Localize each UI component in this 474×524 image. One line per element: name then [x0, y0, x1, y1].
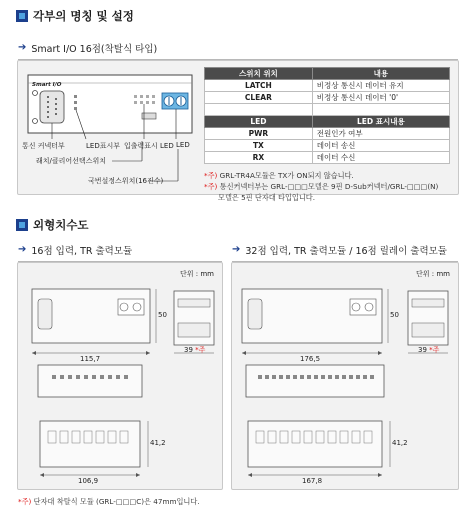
table-row: LATCH 비정상 통신시 데이터 유지	[205, 80, 450, 92]
label-latch-switch: 래치/클리어선택스위치	[36, 157, 106, 165]
dsub-connector-icon	[40, 91, 64, 123]
label-led: LED표시부	[86, 142, 120, 150]
subsection-title-16pt: ➔ Smart I/O 16점(착탈식 타입)	[18, 41, 458, 60]
right-dimension-drawing	[232, 263, 460, 491]
left-bottom-height-dim: 41,2	[150, 439, 166, 447]
left-dimension-drawing	[18, 263, 224, 491]
table-row: RX 데이터 수신	[205, 152, 450, 164]
note-2-cont: 모델은 5핀 단자대 타입입니다.	[218, 193, 316, 202]
right-bottom-height-dim: 41,2	[392, 439, 408, 447]
label-station-switch: 국번설정스위치(16진수)	[88, 177, 164, 185]
right-dimension-panel	[231, 262, 459, 490]
left-dimension-panel	[17, 262, 223, 490]
subsection-title-left: ➔ 16점 입력, TR 출력모듈	[18, 243, 222, 262]
led-table-header-led: LED	[205, 116, 313, 128]
arrow-right-icon: ➔	[18, 42, 27, 53]
arrow-right-icon: ➔	[232, 244, 241, 255]
right-height-dim: 50	[390, 311, 399, 319]
section-title-dimensions: 외형치수도	[16, 217, 89, 233]
switch-table	[204, 67, 450, 164]
label-comm-connector: 통신 커넥터부	[22, 142, 65, 150]
notes	[204, 170, 450, 203]
module-brand-label: Smart I/O	[32, 82, 62, 88]
table-row: CLEAR 비정상 통신시 데이터 '0'	[205, 92, 450, 104]
switch-table-header-position: 스위치 위치	[205, 68, 313, 80]
section-marker-icon	[16, 219, 28, 231]
note-1: *주) GRL-TR4A모듈은 TX가 ON되지 않습니다.	[204, 171, 354, 180]
note-2: *주) 통신커넥터부는 GRL-□□□모델은 9핀 D-Sub커넥터/GRL-□□□(N)	[204, 182, 439, 191]
arrow-right-icon: ➔	[18, 244, 27, 255]
left-height-dim: 50	[158, 311, 167, 319]
spec-tables	[204, 67, 450, 203]
table-row: TX 데이터 송신	[205, 140, 450, 152]
section-title-parts: 각부의 명칭 및 설정	[16, 8, 134, 24]
left-width-top-dim: 115,7	[80, 355, 101, 363]
footnote: *주) 단자대 착탈식 모듈 (GRL-□□□C)은 47mm입니다.	[18, 497, 200, 506]
parts-panel	[17, 60, 459, 202]
label-io-led: 입출력표시 LED	[124, 142, 174, 150]
switch-table-header-content: 내용	[312, 68, 449, 80]
left-width-bottom-dim: 106,9	[78, 477, 99, 485]
unit-label: 단위 : mm	[180, 270, 214, 278]
table-row: PWR 전원인가 여부	[205, 128, 450, 140]
right-width-bottom-dim: 167,8	[302, 477, 323, 485]
unit-label: 단위 : mm	[416, 270, 450, 278]
left-side-dim: 39 *주	[184, 346, 206, 354]
section-marker-icon	[16, 10, 28, 22]
label-led-short: LED	[176, 141, 190, 149]
subsection-title-right: ➔ 32점 입력, TR 출력모듈 / 16점 릴레이 출력모듈	[232, 243, 458, 262]
right-side-dim: 39 *주	[418, 346, 440, 354]
led-table-header-content: LED 표시내용	[312, 116, 449, 128]
right-width-top-dim: 176,5	[300, 355, 321, 363]
